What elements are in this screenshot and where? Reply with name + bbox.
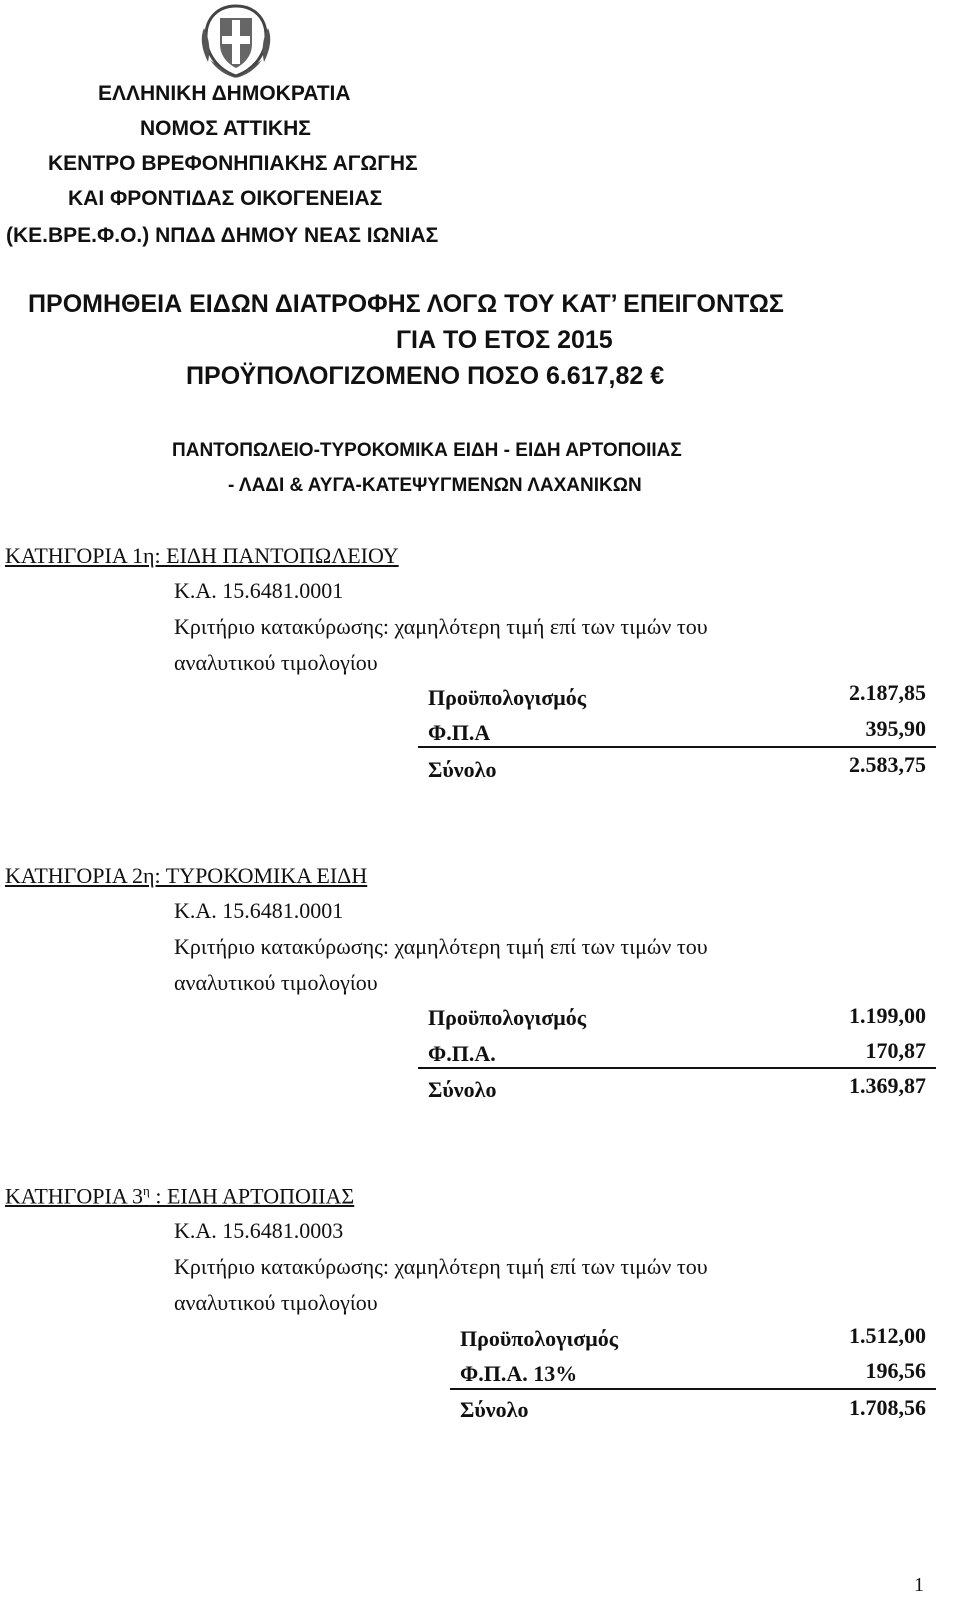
category-3-vat-value: 196,56	[865, 1358, 926, 1383]
category-2-vat-label: Φ.Π.Α.	[428, 1041, 496, 1066]
category-3-heading	[5, 1183, 354, 1209]
title-line-3: ΠΡΟΫΠΟΛΟΓΙΖΟΜΕΝΟ ΠΟΣΟ 6.617,82 €	[186, 362, 665, 390]
category-3-budget-value: 1.512,00	[849, 1323, 926, 1348]
subtitle-line-1: ΠΑΝΤΟΠΩΛΕΙΟ-ΤΥΡΟΚΟΜΙΚΑ ΕΙΔΗ - ΕΙΔΗ ΑΡΤΟΠΟΙΙΑΣ	[172, 440, 682, 461]
category-2-total-rule	[418, 1067, 936, 1069]
category-2-total-label: Σύνολο	[428, 1077, 497, 1102]
header-line-5: (ΚΕ.ΒΡΕ.Φ.Ο.) ΝΠΔΔ ΔΗΜΟΥ ΝΕΑΣ ΙΩΝΙΑΣ	[6, 224, 439, 247]
category-1-total-rule	[418, 746, 936, 748]
category-1-criterion-line-1: Κριτήριο κατακύρωσης: χαμηλότερη τιμή επί των τιμών του	[174, 614, 708, 639]
category-1-total-value: 2.583,75	[849, 752, 926, 777]
header-line-2: ΝΟΜΟΣ ΑΤΤΙΚΗΣ	[140, 117, 311, 140]
category-3-ka: Κ.Α. 15.6481.0003	[174, 1218, 344, 1243]
category-3-total-rule	[450, 1388, 936, 1390]
category-2-heading: ΚΑΤΗΓΟΡΙΑ 2η: ΤΥΡΟΚΟΜΙΚΑ ΕΙΔΗ	[5, 863, 368, 888]
category-1-vat-value: 395,90	[865, 716, 926, 741]
category-3-budget-label: Προϋπολογισμός	[460, 1326, 618, 1351]
category-3-criterion-line-1: Κριτήριο κατακύρωσης: χαμηλότερη τιμή επί των τιμών του	[174, 1254, 708, 1279]
header-line-3: ΚΕΝΤΡΟ ΒΡΕΦΟΝΗΠΙΑΚΗΣ ΑΓΩΓΗΣ	[48, 152, 418, 175]
title-line-1: ΠΡΟΜΗΘΕΙΑ ΕΙΔΩΝ ΔΙΑΤΡΟΦΗΣ ΛΟΓΩ ΤΟΥ ΚΑΤ’ ΕΠΕΙΓΟΝΤΩΣ	[28, 290, 784, 318]
category-3-heading-prefix: ΚΑΤΗΓΟΡΙΑ 3	[5, 1183, 144, 1209]
category-2-total-value: 1.369,87	[849, 1073, 926, 1098]
category-2-vat-value: 170,87	[865, 1038, 926, 1063]
category-3-total-label: Σύνολο	[460, 1397, 529, 1422]
page-number: 1	[914, 1574, 924, 1596]
category-2-ka: Κ.Α. 15.6481.0001	[174, 898, 344, 923]
category-1-heading: ΚΑΤΗΓΟΡΙΑ 1η: ΕΙΔΗ ΠΑΝΤΟΠΩΛΕΙΟΥ	[5, 543, 399, 568]
category-2-budget-label: Προϋπολογισμός	[428, 1005, 586, 1030]
category-3-total-value: 1.708,56	[849, 1395, 926, 1420]
category-1-budget-value: 2.187,85	[849, 680, 926, 705]
category-1-criterion-line-2: αναλυτικού τιμολογίου	[174, 650, 378, 675]
header-line-1: ΕΛΛΗΝΙΚΗ ΔΗΜΟΚΡΑΤΙΑ	[98, 82, 351, 105]
category-2-criterion-line-2: αναλυτικού τιμολογίου	[174, 970, 378, 995]
category-3-heading-suffix: : ΕΙΔΗ ΑΡΤΟΠΟΙΙΑΣ	[149, 1183, 355, 1209]
category-3-heading-superscript: η	[143, 1183, 150, 1198]
header-line-4: ΚΑΙ ΦΡΟΝΤΙΔΑΣ ΟΙΚΟΓΕΝΕΙΑΣ	[68, 187, 383, 210]
category-2-criterion-line-1: Κριτήριο κατακύρωσης: χαμηλότερη τιμή επί των τιμών του	[174, 934, 708, 959]
category-1-vat-label: Φ.Π.Α	[428, 720, 491, 745]
subtitle-line-2: - ΛΑΔΙ & ΑΥΓΑ-ΚΑΤΕΨΥΓΜΕΝΩΝ ΛΑΧΑΝΙΚΩΝ	[228, 475, 642, 496]
greek-coat-of-arms-emblem-icon	[196, 2, 276, 80]
category-3-vat-label: Φ.Π.Α. 13%	[460, 1361, 578, 1386]
category-1-ka: Κ.Α. 15.6481.0001	[174, 578, 344, 603]
category-1-budget-label: Προϋπολογισμός	[428, 685, 586, 710]
category-2-budget-value: 1.199,00	[849, 1003, 926, 1028]
category-3-criterion-line-2: αναλυτικού τιμολογίου	[174, 1290, 378, 1315]
title-line-2: ΓΙΑ ΤΟ ΕΤΟΣ 2015	[396, 326, 613, 354]
category-1-total-label: Σύνολο	[428, 757, 497, 782]
